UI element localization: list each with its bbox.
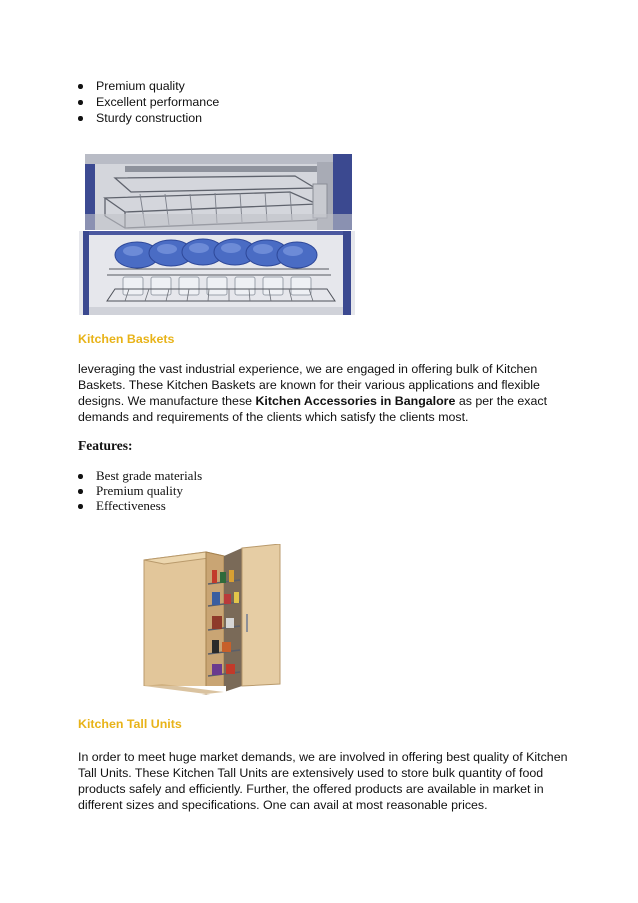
kitchen-tall-units-paragraph: In order to meet huge market demands, we are involved in offering best quality of Kitchen Tall Units. These Kitchen Tall Units are extensively used to store bulk quantity of food products safely and efficiently. Further, the offered products are available in market in different sizes and specifications. One can avail at most reasonable prices. bbox=[78, 750, 568, 812]
list-item: Premium quality bbox=[60, 78, 219, 94]
list-item: Effectiveness bbox=[60, 498, 202, 513]
top-bullet-list bbox=[60, 78, 219, 126]
kitchen-tall-units-heading: Kitchen Tall Units bbox=[78, 717, 182, 731]
tall-unit-image bbox=[142, 544, 282, 696]
plate-rack-image bbox=[79, 231, 355, 315]
list-item: Best grade materials bbox=[60, 468, 202, 483]
features-label: Features: bbox=[78, 438, 133, 453]
list-item: Excellent performance bbox=[60, 94, 219, 110]
wire-basket-image bbox=[85, 154, 352, 230]
bold-phrase: Kitchen Accessories in Bangalore bbox=[255, 394, 456, 408]
features-list bbox=[60, 468, 202, 513]
kitchen-baskets-paragraph: leveraging the vast industrial experience, we are engaged in offering bulk of Kitchen Baskets. These Kitchen Baskets are known for their various applications and flexible designs. We manufacture these Kitchen Accessories in Bangalore as per the exact demands and requirements of the clients which satisfy the clients most. bbox=[78, 362, 548, 424]
list-item: Premium quality bbox=[60, 483, 202, 498]
kitchen-baskets-heading: Kitchen Baskets bbox=[78, 332, 175, 346]
list-item: Sturdy construction bbox=[60, 110, 219, 126]
